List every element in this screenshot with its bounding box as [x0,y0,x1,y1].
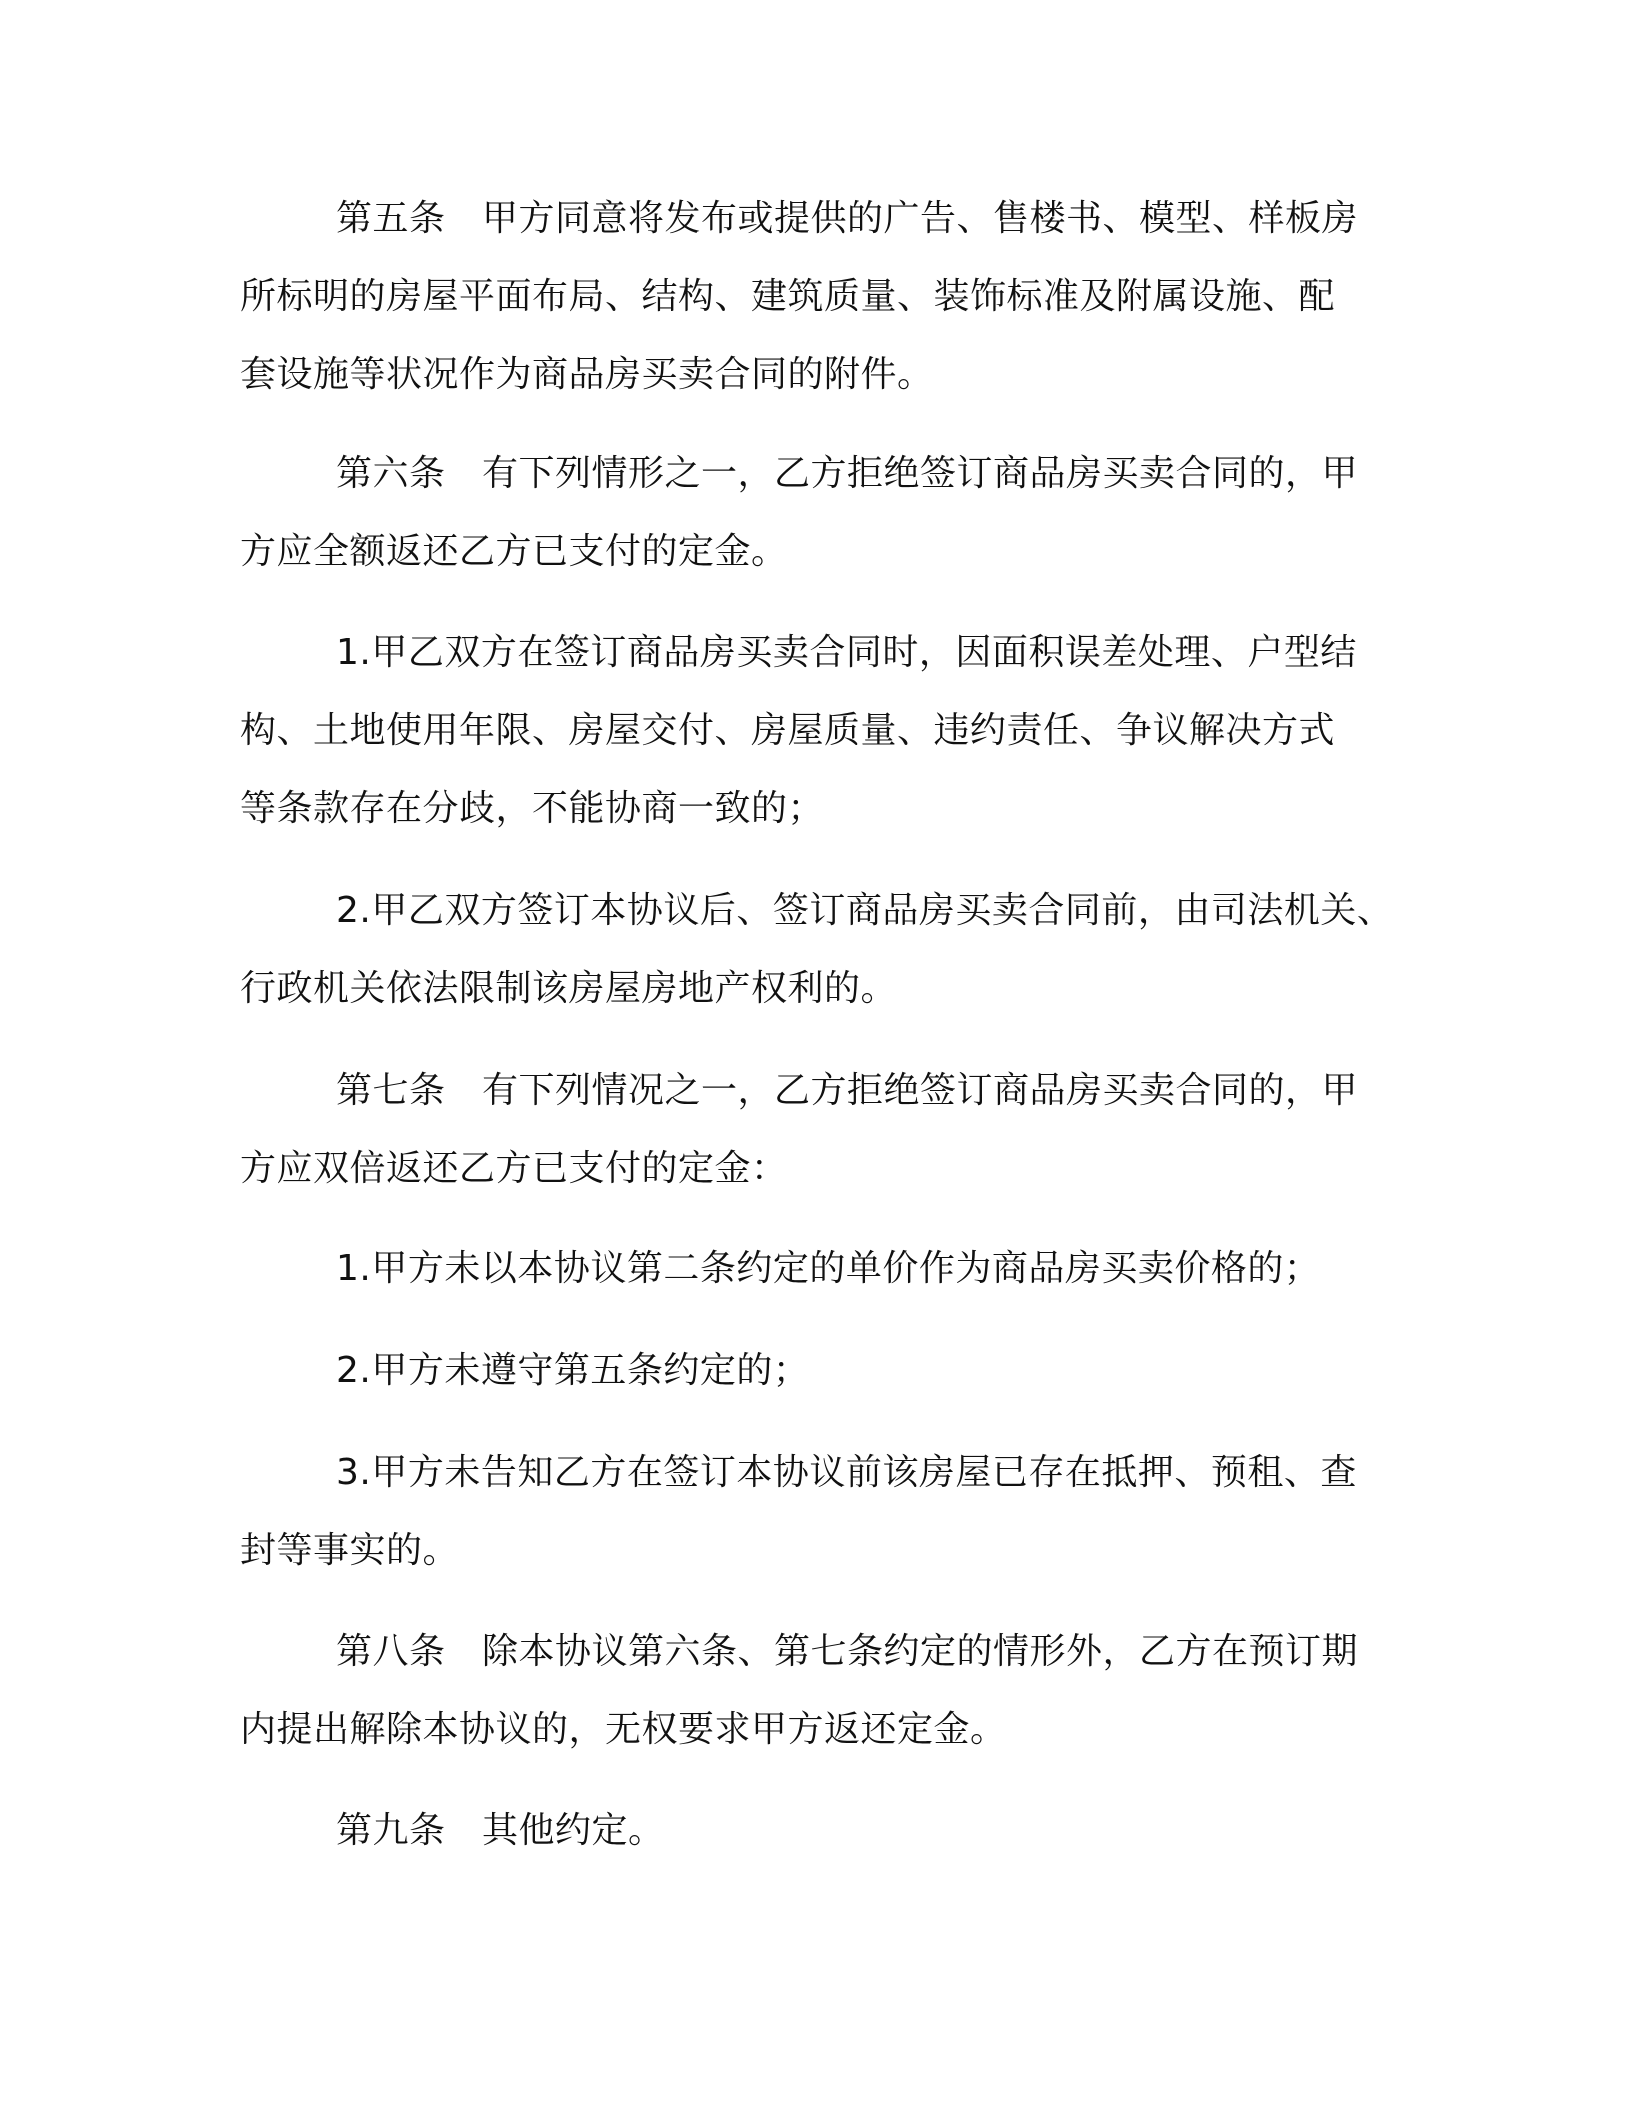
article-5-paragraph [240,180,1410,414]
article-6-paragraph [240,435,1410,591]
text-line: 第五条 甲方同意将发布或提供的广告、售楼书、模型、样板房 [336,198,1359,239]
article-7-item-1 [240,1230,1410,1308]
text-line: 1.甲方未以本协议第二条约定的单价作为商品房买卖价格的； [336,1248,1321,1289]
text-line: 第七条 有下列情况之一，乙方拒绝签订商品房买卖合同的，甲 [336,1070,1359,1111]
text-line: 等条款存在分歧，不能协商一致的； [240,788,825,829]
article-7-item-2 [240,1332,1410,1410]
text-line: 行政机关依法限制该房屋房地产权利的。 [240,968,898,1009]
article-6-item-1 [240,614,1410,848]
text-line: 套设施等状况作为商品房买卖合同的附件。 [240,354,934,395]
text-line: 封等事实的。 [240,1530,460,1571]
text-line: 所标明的房屋平面布局、结构、建筑质量、装饰标准及附属设施、配 [240,276,1336,317]
text-line: 内提出解除本协议的，无权要求甲方返还定金。 [240,1709,1007,1750]
article-8-paragraph [240,1613,1410,1769]
text-line: 1.甲乙双方在签订商品房买卖合同时，因面积误差处理、户型结 [336,632,1357,673]
text-line: 第八条 除本协议第六条、第七条约定的情形外，乙方在预订期 [336,1631,1359,1672]
text-line: 方应全额返还乙方已支付的定金。 [240,531,788,572]
text-line: 第九条 其他约定。 [336,1810,665,1851]
text-line: 2.甲方未遵守第五条约定的； [336,1350,810,1391]
text-line: 2.甲乙双方签订本协议后、签订商品房买卖合同前，由司法机关、 [336,890,1394,931]
text-line: 第六条 有下列情形之一，乙方拒绝签订商品房买卖合同的，甲 [336,453,1359,494]
article-7-item-3 [240,1434,1410,1590]
text-line: 3.甲方未告知乙方在签订本协议前该房屋已存在抵押、预租、查 [336,1452,1357,1493]
article-7-paragraph [240,1052,1410,1208]
article-6-item-2 [240,872,1410,1028]
text-line: 方应双倍返还乙方已支付的定金： [240,1148,788,1189]
article-9-paragraph [240,1792,1410,1870]
text-line: 构、土地使用年限、房屋交付、房屋质量、违约责任、争议解决方式 [240,710,1336,751]
